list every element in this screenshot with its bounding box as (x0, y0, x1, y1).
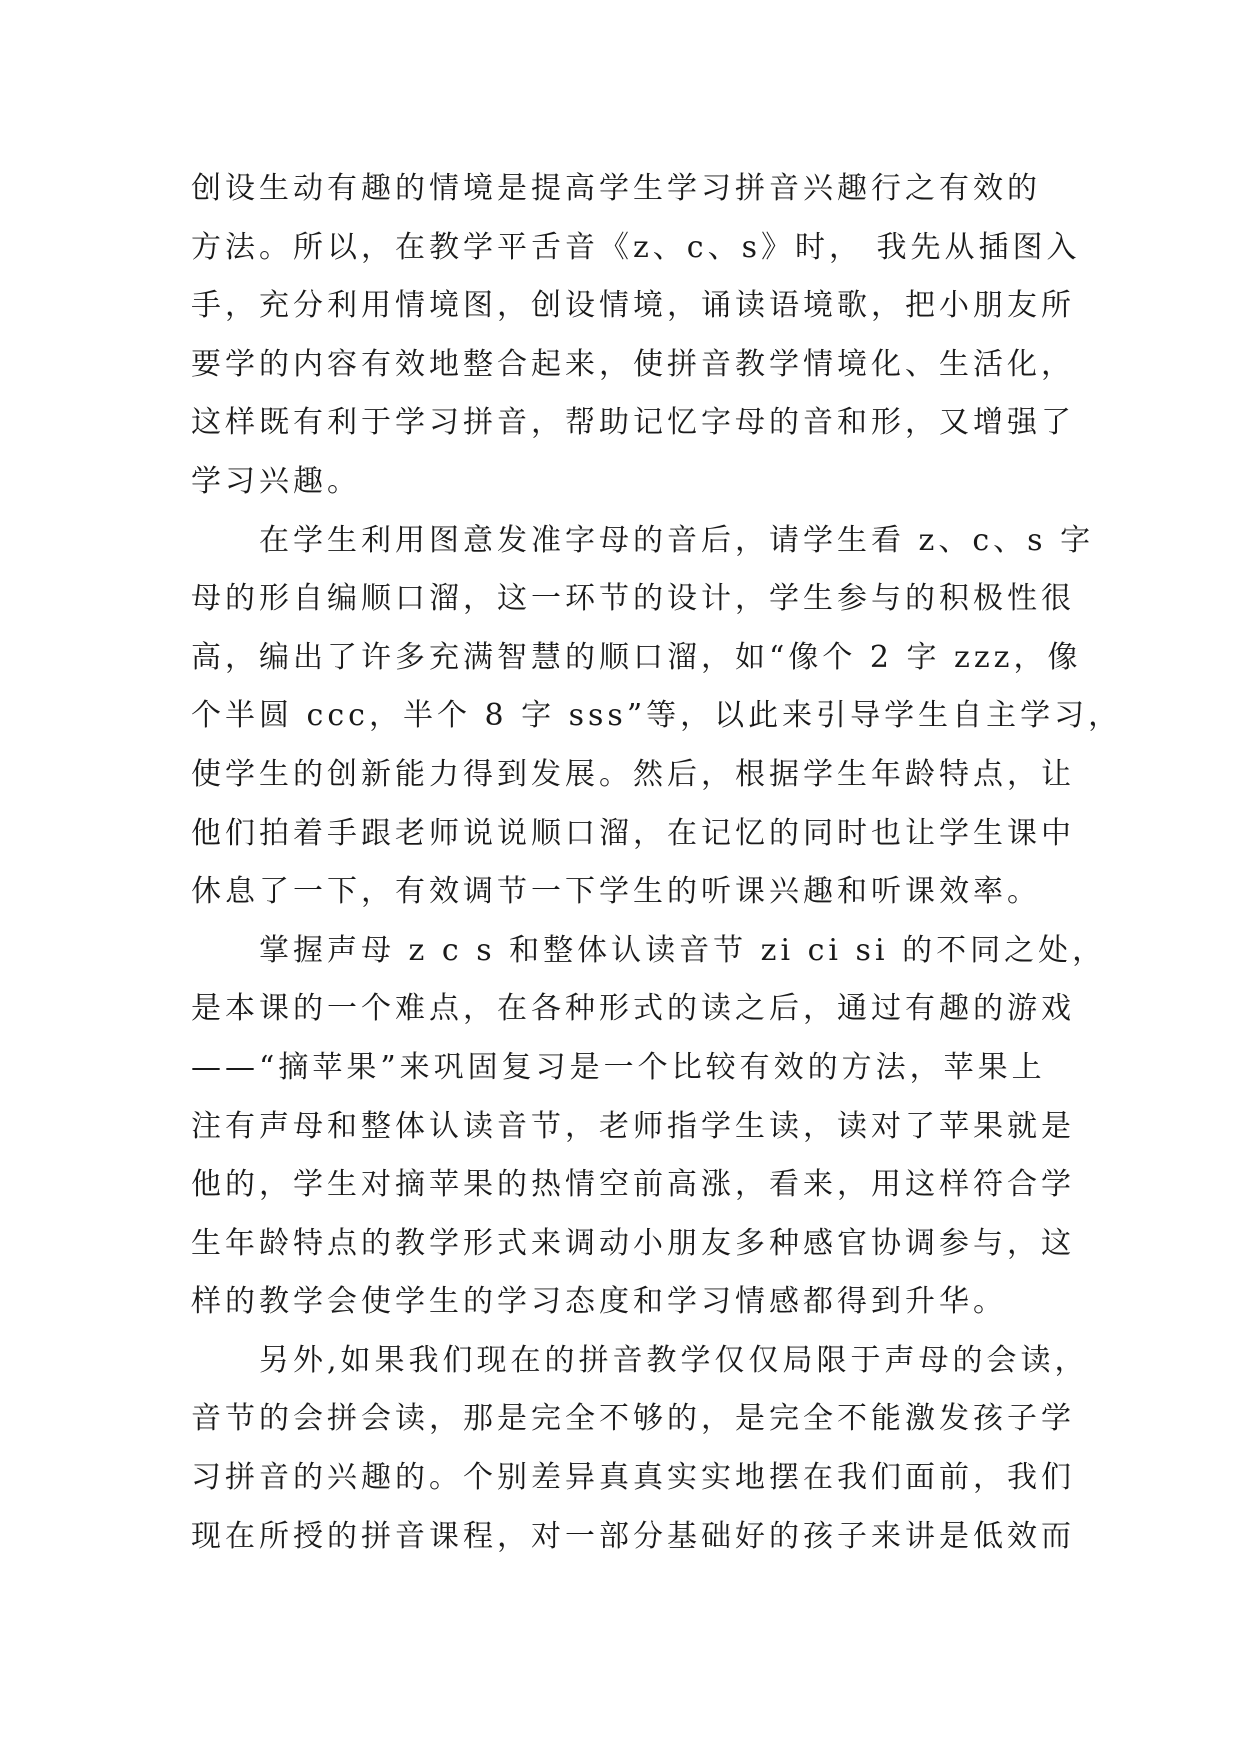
text-line: 母的形自编顺口溜，这一环节的设计，学生参与的积极性很 (191, 581, 1075, 617)
text-line: 音节的会拼会读，那是完全不够的，是完全不能激发孩子学 (191, 1401, 1075, 1437)
text-line: 在学生利用图意发准字母的音后，请学生看 z、c、s 字 (191, 522, 1095, 558)
text-line: 要学的内容有效地整合起来，使拼音教学情境化、生活化， (191, 346, 1075, 382)
text-line: 高，编出了许多充满智慧的顺口溜，如“像个 2 字 zzz，像 (191, 639, 1082, 675)
body-text (191, 160, 1123, 1566)
text-line: 注有声母和整体认读音节，老师指学生读，读对了苹果就是 (191, 1108, 1075, 1144)
text-line: 创设生动有趣的情境是提高学生学习拼音兴趣行之有效的 (191, 171, 1041, 206)
text-line: 他们拍着手跟老师说说顺口溜，在记忆的同时也让学生课中 (191, 815, 1075, 851)
text-line: 学习兴趣。 (191, 463, 361, 499)
text-line: 掌握声母 z c s 和整体认读音节 zi ci si 的不同之处， (191, 932, 1107, 968)
text-line: 现在所授的拼音课程，对一部分基础好的孩子来讲是低效而 (191, 1518, 1075, 1554)
text-line: 个半圆 ccc，半个 8 字 sss”等，以此来引导学生自主学习， (191, 698, 1123, 734)
text-line: 这样既有利于学习拼音，帮助记忆字母的音和形，又增强了 (191, 405, 1075, 441)
text-line: 他的，学生对摘苹果的热情空前高涨，看来，用这样符合学 (191, 1167, 1075, 1203)
text-line: 方法。所以，在教学平舌音《z、c、s》时， 我先从插图入 (191, 229, 1081, 265)
text-line: 习拼音的兴趣的。个别差异真真实实地摆在我们面前，我们 (191, 1460, 1075, 1496)
text-line: ——“摘苹果”来巩固复习是一个比较有效的方法，苹果上 (191, 1049, 1046, 1085)
text-line: 手，充分利用情境图，创设情境，诵读语境歌，把小朋友所 (191, 288, 1075, 324)
text-line: 是本课的一个难点，在各种形式的读之后，通过有趣的游戏 (191, 991, 1075, 1027)
text-line: 休息了一下，有效调节一下学生的听课兴趣和听课效率。 (191, 874, 1041, 910)
text-line: 使学生的创新能力得到发展。然后，根据学生年龄特点，让 (191, 756, 1075, 792)
text-line: 样的教学会使学生的学习态度和学习情感都得到升华。 (191, 1284, 1007, 1320)
text-line: 生年龄特点的教学形式来调动小朋友多种感官协调参与，这 (191, 1225, 1075, 1261)
text-line: 另外,如果我们现在的拼音教学仅仅局限于声母的会读， (191, 1342, 1089, 1378)
